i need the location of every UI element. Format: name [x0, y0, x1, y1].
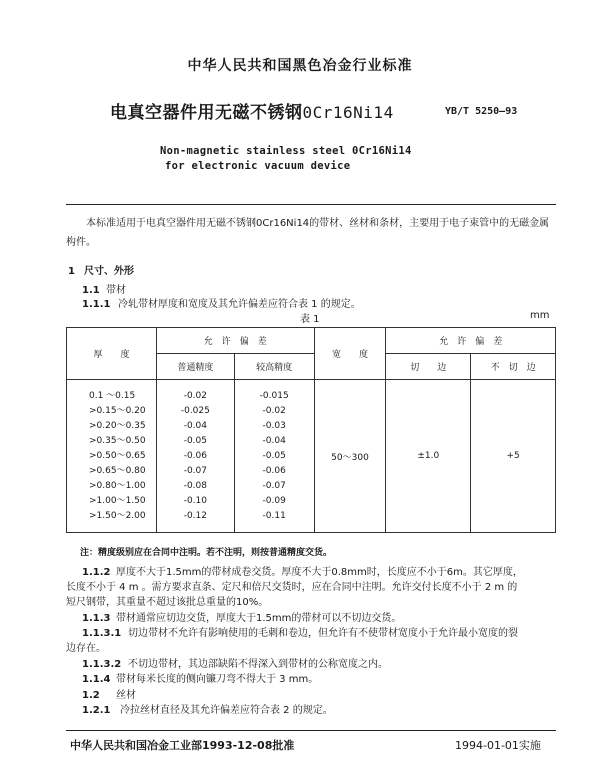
- clause-1-1-3-2-text: 不切边带材，其边部缺陷不得深入到带材的公称宽度之内。: [128, 659, 388, 670]
- table-header-high-precision: 较高精度: [234, 354, 314, 380]
- uncut-edge-value: +5: [471, 380, 556, 533]
- table-header-uncut-edge: 不 切 边: [471, 354, 556, 380]
- clause-1-1-3-2: [82, 655, 388, 670]
- section-1-1-number: 1.1: [82, 285, 100, 296]
- normal-precision-cell: -0.025: [180, 405, 210, 416]
- normal-precision-cell: -0.04: [183, 420, 207, 431]
- section-1-2-title: 丝材: [116, 690, 136, 701]
- section-1-1-1: [82, 295, 361, 310]
- clause-1-2-1-number: 1.2.1: [82, 705, 111, 716]
- implementation-date: 1994-01-01实施: [455, 739, 541, 752]
- clause-1-1-2-number: 1.1.2: [82, 567, 111, 578]
- normal-precision-cell: -0.06: [183, 450, 207, 461]
- table-header-allowable-deviation: 允 许 偏 差: [156, 328, 314, 354]
- clause-1-1-3-1-number: 1.1.3.1: [82, 628, 122, 639]
- high-precision-cell: -0.09: [262, 495, 286, 506]
- thickness-cell: >0.15～0.20: [89, 405, 146, 416]
- thickness-cell: >0.20～0.35: [89, 420, 146, 431]
- clause-1-1-4: [82, 670, 318, 685]
- section-1-number: 1: [68, 266, 75, 277]
- normal-precision-cell: -0.08: [183, 480, 207, 491]
- high-precision-cell: -0.07: [262, 480, 286, 491]
- table-header-normal-precision: 普通精度: [156, 354, 234, 380]
- clause-1-2-1: [82, 701, 333, 716]
- high-precision-column: [234, 380, 314, 533]
- high-precision-cell: -0.015: [259, 390, 289, 401]
- normal-precision-cell: -0.07: [183, 465, 207, 476]
- normal-precision-cell: -0.02: [183, 390, 207, 401]
- section-1-1-1-number: 1.1.1: [82, 299, 111, 310]
- intro-paragraph: 本标准适用于电真空器件用无磁不锈钢0Cr16Ni14的带材、丝材和条材，主要用于电子束管中的无磁金属构件。: [66, 218, 550, 248]
- clause-1-1-2: [82, 563, 523, 578]
- table-1-caption: 表 1: [300, 314, 320, 325]
- thickness-cell: >0.35～0.50: [89, 435, 146, 446]
- table-header-allowable-deviation-2: 允 许 偏 差: [386, 328, 556, 354]
- clause-1-1-3-1: [82, 624, 518, 639]
- high-precision-cell: -0.03: [262, 420, 286, 431]
- normal-precision-cell: -0.05: [183, 435, 207, 446]
- standard-title: [110, 98, 394, 123]
- clause-1-1-3-1-line1: 切边带材不允许有影响使用的毛刺和卷边，但允许有不使带材宽度小于允许最小宽度的裂: [128, 628, 518, 639]
- table-note: 注：精度级别应在合同中注明。若不注明，则按普通精度交货。: [80, 548, 333, 558]
- clause-1-1-3-number: 1.1.3: [82, 613, 111, 624]
- table-header-width: 宽 度: [314, 328, 386, 380]
- clause-1-1-3-text: 带材通常应切边交货，厚度大于1.5mm的带材可以不切边交货。: [116, 613, 402, 624]
- width-value: 50～300: [314, 380, 386, 533]
- english-title-line1: Non-magnetic stainless steel 0Cr16Ni14: [160, 145, 412, 157]
- standard-title-text: 电真空器件用无磁不锈钢: [110, 103, 303, 123]
- section-1-2: [82, 686, 136, 701]
- section-1-1-1-text: 冷轧带材厚度和宽度及其允许偏差应符合表 1 的规定。: [118, 299, 361, 310]
- clause-1-2-1-text: 冷拉丝材直径及其允许偏差应符合表 2 的规定。: [120, 705, 333, 716]
- normal-precision-cell: -0.12: [183, 510, 207, 521]
- thickness-cell: >1.00～1.50: [89, 495, 146, 506]
- clause-1-1-3: [82, 609, 401, 624]
- approval-info: 中华人民共和国冶金工业部1993-12-08批准: [70, 739, 295, 752]
- high-precision-cell: -0.05: [262, 450, 286, 461]
- table-header-thickness: 厚 度: [67, 328, 157, 380]
- clause-1-1-3-2-number: 1.1.3.2: [82, 659, 122, 670]
- table-1-unit: mm: [530, 310, 550, 321]
- thickness-cell: >0.50～0.65: [89, 450, 146, 461]
- high-precision-cell: -0.06: [262, 465, 286, 476]
- section-1-title: 尺寸、外形: [84, 266, 134, 277]
- clause-1-1-3-1-line2: 边存在。: [66, 643, 106, 654]
- clause-1-1-4-number: 1.1.4: [82, 674, 111, 685]
- thickness-cell: >0.65～0.80: [89, 465, 146, 476]
- section-1-1-title: 带材: [106, 285, 126, 296]
- high-precision-cell: -0.04: [262, 435, 286, 446]
- high-precision-cell: -0.11: [262, 510, 286, 521]
- clause-1-1-2-line2: 长度不小于 4 m 。需方要求直条、定尺和倍尺交货时，应在合同中注明。允许交付长度不小于 2 m 的: [66, 582, 518, 593]
- section-1-heading: [68, 262, 134, 277]
- standard-number: YB/T 5250—93: [445, 106, 518, 117]
- clause-1-1-2-line1: 厚度不大于1.5mm的带材成卷交货。厚度不大于0.8mm时，长度应不小于6m。其它厚度，: [116, 567, 523, 578]
- normal-precision-column: [156, 380, 234, 533]
- thickness-cell: >1.50～2.00: [89, 510, 146, 521]
- thickness-column: [67, 380, 157, 533]
- standard-title-grade: 0Cr16Ni14: [302, 103, 394, 122]
- normal-precision-cell: -0.10: [183, 495, 207, 506]
- thickness-cell: 0.1 ～0.15: [89, 390, 136, 401]
- section-1-2-number: 1.2: [82, 690, 100, 701]
- clause-1-1-4-text: 带材每米长度的侧向镰刀弯不得大于 3 mm。: [116, 674, 319, 685]
- cut-edge-value: ±1.0: [386, 380, 471, 533]
- high-precision-cell: -0.02: [262, 405, 286, 416]
- thickness-cell: >0.80～1.00: [89, 480, 146, 491]
- table-1: [66, 327, 556, 533]
- clause-1-1-2-line3: 短尺钢带，其重量不超过该批总重量的10%。: [66, 597, 269, 608]
- section-1-1: [82, 281, 126, 296]
- issuing-organization: 中华人民共和国黑色冶金行业标准: [187, 58, 413, 74]
- english-title-line2: for electronic vacuum device: [165, 160, 351, 172]
- footer-divider: [66, 730, 556, 731]
- table-header-cut-edge: 切 边: [386, 354, 471, 380]
- header-divider: [66, 204, 556, 205]
